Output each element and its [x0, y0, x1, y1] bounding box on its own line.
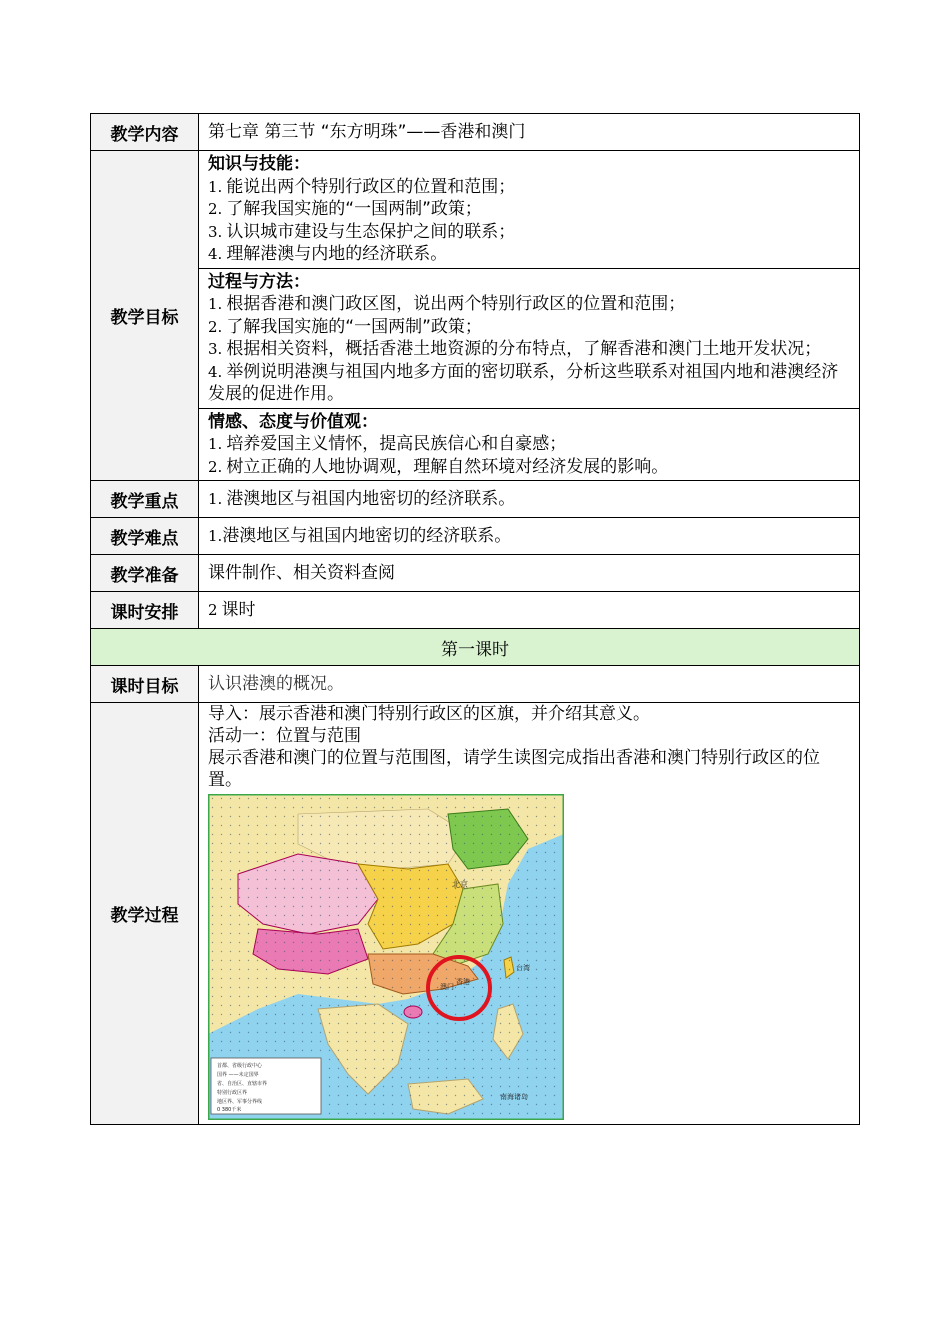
legend-item: 0 380千米	[217, 1107, 242, 1113]
value-prep: 课件制作、相关资料查阅	[199, 555, 860, 592]
list-item: 2. 了解我国实施的“一国两制”政策；	[208, 316, 482, 337]
goals-section-method	[199, 268, 860, 408]
value-key: 1. 港澳地区与祖国内地密切的经济联系。	[199, 481, 860, 518]
legend-item: 地区界、军事分界线	[217, 1099, 263, 1105]
value-process	[199, 703, 860, 1125]
process-line: 导入：展示香港和澳门特别行政区的区旗，并介绍其意义。	[208, 704, 650, 724]
list-item: 3. 根据相关资料，概括香港土地资源的分布特点，了解香港和澳门土地开发状况；	[208, 339, 822, 359]
row-process	[91, 703, 860, 1125]
label-schedule: 课时安排	[91, 592, 199, 629]
label-lesson-goal: 课时目标	[91, 666, 199, 703]
process-line: 活动一：位置与范围	[208, 726, 361, 746]
label-prep: 教学准备	[91, 555, 199, 592]
label-goals: 教学目标	[91, 151, 199, 481]
value-lesson-goal: 认识港澳的概况。	[199, 666, 860, 703]
list-item: 2. 树立正确的人地协调观，理解自然环境对经济发展的影响。	[208, 456, 669, 477]
label-difficult: 教学难点	[91, 518, 199, 555]
row-content	[91, 114, 860, 151]
map-legend	[211, 1058, 321, 1114]
label-content: 教学内容	[91, 114, 199, 151]
process-line: 展示香港和澳门的位置与范围图，请学生读图完成指出香港和澳门特别行政区的位置。	[208, 748, 820, 790]
lesson-plan-table	[90, 113, 860, 1125]
value-schedule: 2 课时	[199, 592, 860, 629]
goals-section-attitude	[199, 408, 860, 481]
row-lesson-header	[91, 629, 860, 666]
list-item: 2. 了解我国实施的“一国两制”政策；	[208, 199, 482, 219]
list-item: 4. 理解港澳与内地的经济联系。	[208, 244, 448, 264]
value-difficult: 1.港澳地区与祖国内地密切的经济联系。	[199, 518, 860, 555]
list-item: 4. 举例说明港澳与祖国内地多方面的密切联系，分析这些联系对祖国内地和港澳经济发展的促进作用。	[208, 361, 839, 404]
row-lesson-goal	[91, 666, 860, 703]
map-label-taiwan: 台湾	[516, 964, 530, 972]
legend-item: 首都、省级行政中心	[217, 1063, 263, 1069]
list-item: 1. 培养爱国主义情怀，提高民族信心和自豪感；	[208, 434, 567, 454]
lesson-header: 第一课时	[91, 629, 860, 666]
row-goals-1	[91, 151, 860, 269]
list-item: 3. 认识城市建设与生态保护之间的联系；	[208, 221, 516, 242]
label-process: 教学过程	[91, 703, 199, 1125]
value-content: 第七章 第三节 “东方明珠”——香港和澳门	[199, 114, 860, 151]
row-goals-3	[91, 408, 860, 481]
section-title: 知识与技能：	[208, 154, 310, 174]
row-goals-2	[91, 268, 860, 408]
section-title: 情感、态度与价值观：	[208, 411, 378, 432]
map-label-beijing: 北京	[452, 880, 468, 889]
list-item: 1. 能说出两个特别行政区的位置和范围；	[208, 176, 516, 197]
legend-item: 国界 ——未定国界	[217, 1072, 259, 1078]
section-title: 过程与方法：	[208, 271, 310, 292]
legend-item: 省、自治区、直辖市界	[217, 1081, 268, 1087]
row-key	[91, 481, 860, 518]
china-map-image	[208, 794, 564, 1120]
list-item: 1. 根据香港和澳门政区图，说出两个特别行政区的位置和范围；	[208, 294, 686, 314]
map-label-islands: 南海诸岛	[500, 1093, 528, 1101]
label-key: 教学重点	[91, 481, 199, 518]
legend-item: 特别行政区界	[217, 1090, 248, 1096]
map-label-macau: 澳门	[440, 983, 454, 991]
row-schedule	[91, 592, 860, 629]
row-prep	[91, 555, 860, 592]
map-label-hongkong: 香港	[456, 978, 470, 986]
row-difficult	[91, 518, 860, 555]
goals-section-knowledge	[199, 151, 860, 269]
